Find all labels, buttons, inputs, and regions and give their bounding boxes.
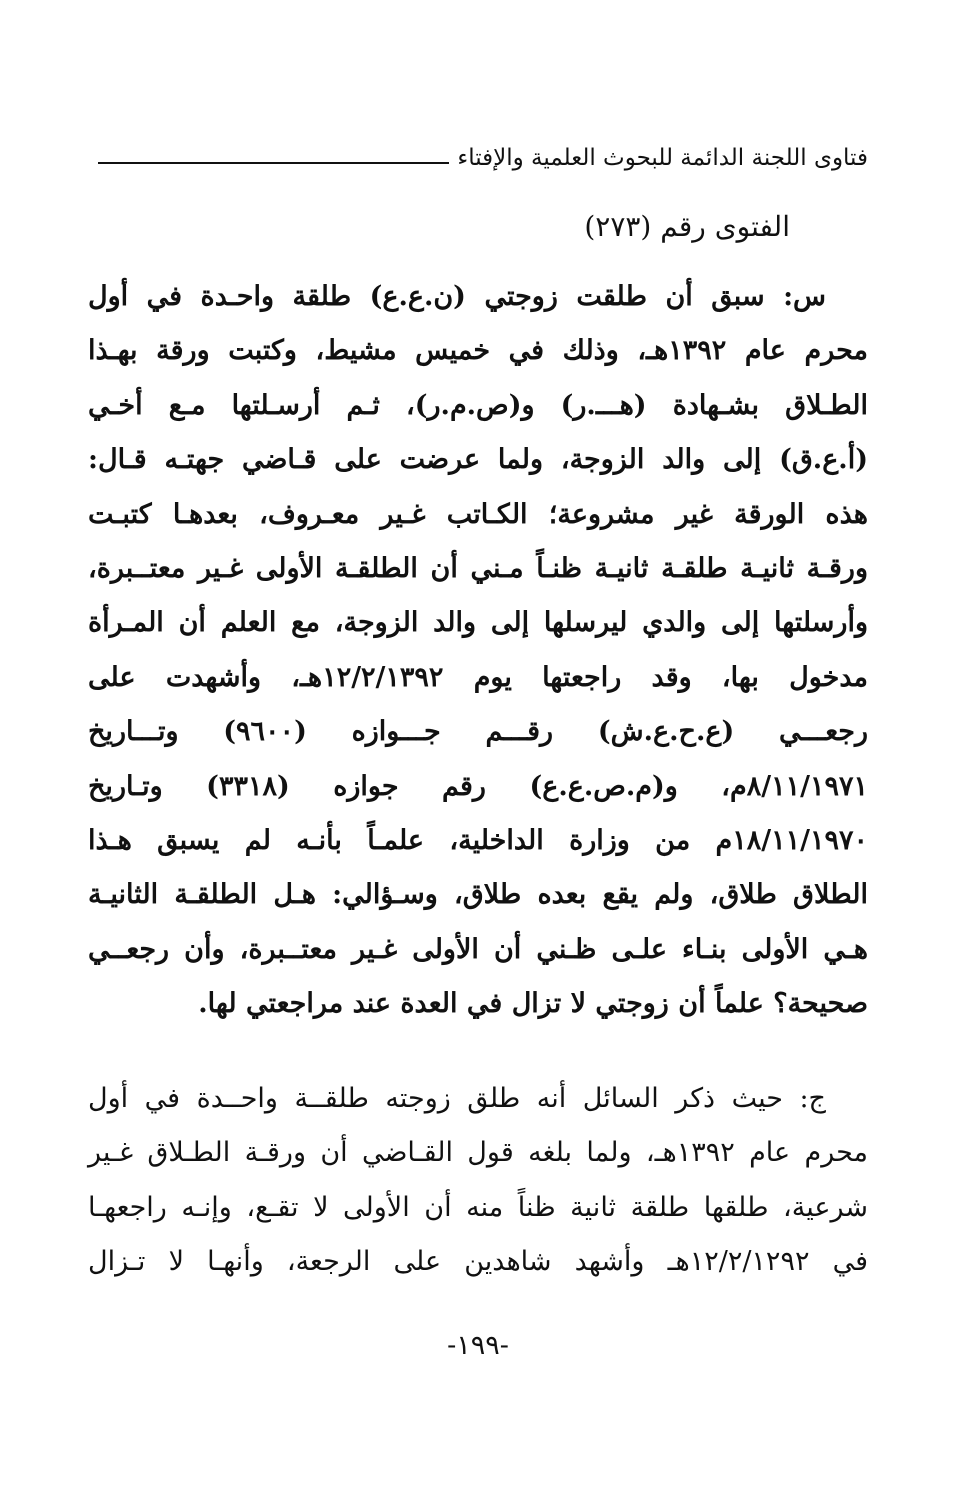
answer-line: في ١٢/٢/١٢٩٢هـ وأشهد شاهدين على الرجعة، وأنهـا لا تـزال [88,1246,868,1278]
page-number: -١٩٩- [447,1330,509,1361]
question-line: هـي الأولى بنـاء علـى ظـني أن الأولى غـير معتــبرة، وأن رجعــي [88,933,868,965]
question-line: هذه الورقة غير مشروعة؛ الكـاتب غـير معـروف، بعدهـا كتبـت [88,498,868,530]
question-line: س: سبق أن طلقت زوجتي (ن.ع.ع) طلقة واحـدة في أول [88,281,826,312]
question-line: الطلاق طلاق، ولم يقع بعده طلاق، وسـؤالي: هـل الطلقـة الثانيـة [88,879,868,911]
question-line: ورقـة ثانيـة طلقـة ثانيـة ظنـاً مـني أن الطلقـة الأولى غـير معتــبرة، [88,552,868,584]
running-header [98,138,868,178]
question-line: رجعـــي (ع.ح.ع.ش) رقـــم جـــوازه (٩٦٠٠) وتـــاريخ [88,716,868,748]
question-line: مدخول بها، وقد راجعتها يوم ١٢/٢/١٣٩٢هـ، وأشهدت على [88,661,868,693]
answer-line: ج: حيث ذكر السائل أنه طلق زوجته طلقــة واحــدة في أول [88,1083,826,1114]
question-line: (أ.ع.ق) إلى والد الزوجة، ولما عرضت على قـاضي جهتـه قـال: [88,444,868,476]
question-line: محرم عام ١٣٩٢هـ، وذلك في خميس مشيط، وكتبت ورقة بهـذا [88,335,868,367]
answer-line: محرم عام ١٣٩٢هـ، ولما بلغه قول القـاضي أن ورقـة الطـلاق غـير [88,1137,868,1169]
question-paragraph [88,270,868,1031]
question-line: ٨/١١/١٩٧١م، و(م.ص.ع.ع) رقم جوازه (٣٣١٨) وتـاريخ [88,770,868,802]
running-header-title: فتاوى اللجنة الدائمة للبحوث العلمية والإفتاء [457,145,868,171]
question-line: صحيحة؟ علماً أن زوجتي لا تزال في العدة عند مراجعتي لها. [198,988,868,1020]
question-line: وأرسلتها إلى والدي ليرسلها إلى والد الزوجة، مع العلم أن المـرأة [88,607,868,639]
question-line: ١٨/١١/١٩٧٠م من وزارة الداخلية، علمـاً بأنـه لم يسبق هـذا [88,824,868,856]
question-line: الطـلاق بشـهادة (هـــ.ر) و(ص.م.ر)، ثـم أرسـلتها مـع أخـي [88,389,868,421]
answer-line: شرعية، طلقها طلقة ثانية ظناً منه أن الأولى لا تقـع، وإنـه راجعهـا [88,1191,868,1223]
header-rule [98,162,449,164]
fatwa-title: الفتوى رقم (٢٧٣) [584,210,790,243]
answer-paragraph [88,1072,868,1290]
